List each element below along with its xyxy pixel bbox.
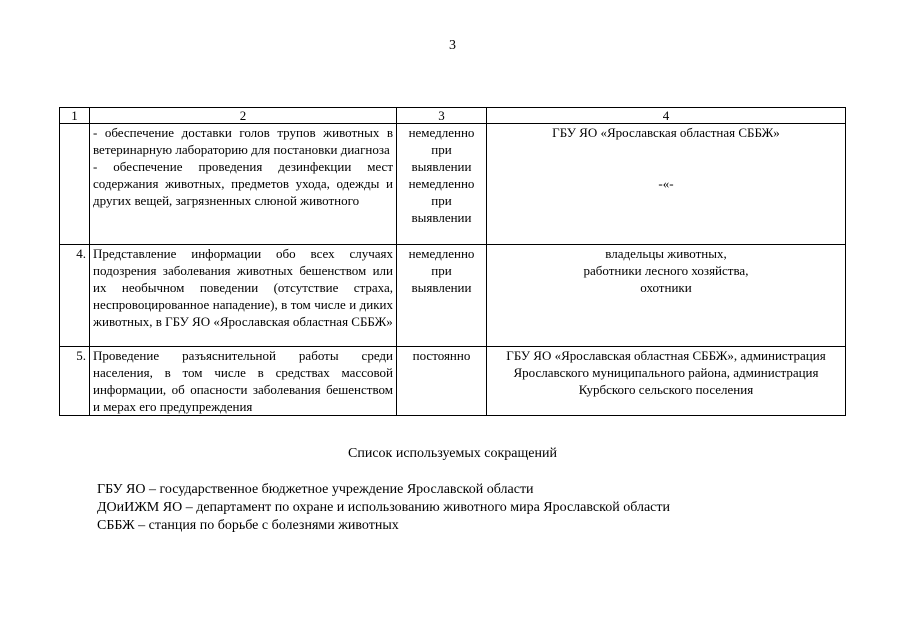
abbreviation-item: ГБУ ЯО – государственное бюджетное учреждение Ярославской области [97, 482, 534, 497]
header-col-2: 2 [90, 108, 397, 124]
row-number: 5. [60, 347, 90, 416]
page-number: 3 [449, 38, 456, 53]
responsible-text: ГБУ ЯО «Ярославская областная СББЖ», администрация Ярославского муниципального района, администрация Курбского сельского поселения [487, 347, 846, 416]
header-col-4: 4 [487, 108, 846, 124]
row-number [60, 124, 90, 245]
responsible-text: охотники [640, 280, 692, 295]
term-text: постоянно [397, 347, 487, 416]
measure-text: - обеспечение проведения дезинфекции мест содержания животных, предметов ухода, одежды и других вещей, загрязненных слюной животного [93, 159, 393, 208]
abbreviation-item: ДОиИЖМ ЯО – департамент по охране и использованию животного мира Ярославской области [97, 500, 671, 515]
responsible-cell [487, 124, 846, 245]
measure-text: Представление информации обо всех случаях подозрения заболевания животных бешенством или их необычном поведении (отсутствие страха, неспровоцированное нападение), в том числе и диких животных, в ГБУ ЯО «Ярославская областная СББЖ» [90, 245, 397, 347]
responsible-text: работники лесного хозяйства, [583, 263, 749, 278]
row-number: 4. [60, 245, 90, 347]
term-text: немедленно при выявлении [408, 176, 475, 225]
header-col-3: 3 [397, 108, 487, 124]
responsible-text: владельцы животных, [605, 246, 727, 261]
table-row [60, 245, 846, 347]
responsible-text: ГБУ ЯО «Ярославская областная СББЖ» [552, 125, 780, 140]
abbreviation-item: СББЖ – станция по борьбе с болезнями животных [97, 518, 399, 533]
responsible-ditto: -«- [658, 176, 674, 191]
table-row [60, 347, 846, 416]
responsible-cell [487, 245, 846, 347]
term-cell [397, 124, 487, 245]
measures-table [59, 107, 846, 416]
table-header-row [60, 108, 846, 124]
term-text: немедленно при выявлении [397, 245, 487, 347]
term-text: немедленно при выявлении [408, 125, 475, 174]
measure-text: - обеспечение доставки голов трупов животных в ветеринарную лабораторию для постановки диагноза [93, 125, 393, 157]
abbreviations-list [97, 481, 670, 535]
header-col-1: 1 [60, 108, 90, 124]
measure-cell [90, 124, 397, 245]
measure-text: Проведение разъяснительной работы среди населения, в том числе в средствах массовой информации, об опасности заболевания бешенством и мерах его предупреждения [90, 347, 397, 416]
table-row [60, 124, 846, 245]
abbreviations-title: Список используемых сокращений [348, 446, 557, 461]
